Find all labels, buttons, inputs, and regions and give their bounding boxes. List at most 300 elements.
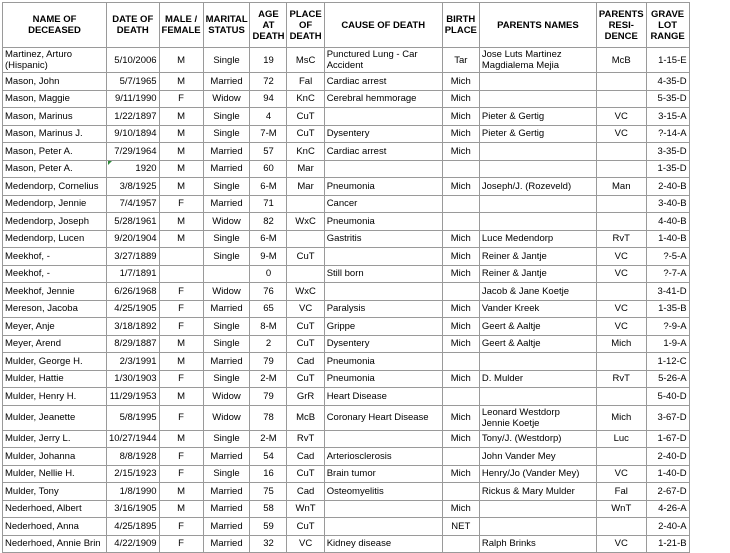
cell-sex: F <box>159 318 203 336</box>
cell-date: 5/7/1965 <box>107 73 160 91</box>
cell-date: 8/8/1928 <box>107 448 160 466</box>
cell-cause: Pneumonia <box>324 178 442 196</box>
cell-place: CuT <box>287 465 324 483</box>
table-row <box>3 160 690 178</box>
cell-birth: Mich <box>442 230 479 248</box>
cell-sex: F <box>159 370 203 388</box>
cell-marital: Married <box>203 160 250 178</box>
cell-cause: Still born <box>324 265 442 283</box>
cell-birth: Mich <box>442 430 479 448</box>
cell-name: Mason, Peter A. <box>3 143 107 161</box>
cell-residence: WnT <box>596 500 646 518</box>
header-place: PLACE OF DEATH <box>287 3 324 48</box>
cell-cause: Pneumonia <box>324 353 442 371</box>
records-sheet <box>2 2 690 553</box>
cell-parents-line2: Jennie Koetje <box>481 417 540 429</box>
cell-grave: 1-15-E <box>646 48 689 73</box>
cell-residence: VC <box>596 300 646 318</box>
cell-marital: Widow <box>203 405 250 430</box>
cell-date: 2/3/1991 <box>107 353 160 371</box>
table-row <box>3 73 690 91</box>
cell-residence: RvT <box>596 230 646 248</box>
cell-sex: F <box>159 283 203 301</box>
cell-grave: 1-21-B <box>646 535 689 553</box>
cell-cause: Arteriosclerosis <box>324 448 442 466</box>
cell-sex: M <box>159 160 203 178</box>
cell-cause <box>324 248 442 266</box>
cell-name: Medendorp, Lucen <box>3 230 107 248</box>
cell-age: 6-M <box>250 178 287 196</box>
cell-name: Medendorp, Jennie <box>3 195 107 213</box>
cell-name: Nederhoed, Anna <box>3 518 107 536</box>
cell-name: Mason, Peter A. <box>3 160 107 178</box>
header-birth: BIRTH PLACE <box>442 3 479 48</box>
table-row <box>3 48 690 73</box>
cell-parents: Pieter & Gertig <box>479 108 596 126</box>
cell-date: 7/29/1964 <box>107 143 160 161</box>
table-row <box>3 535 690 553</box>
cell-sex: M <box>159 335 203 353</box>
cell-date: 4/25/1895 <box>107 518 160 536</box>
table-row <box>3 143 690 161</box>
table-row <box>3 300 690 318</box>
cell-date: 2/15/1923 <box>107 465 160 483</box>
table-row <box>3 370 690 388</box>
cell-place <box>287 195 324 213</box>
cell-sex: M <box>159 213 203 231</box>
cell-parents <box>479 160 596 178</box>
cell-parents <box>479 213 596 231</box>
cell-place: Fal <box>287 73 324 91</box>
cell-parents: Luce Medendorp <box>479 230 596 248</box>
cell-marital: Single <box>203 108 250 126</box>
cell-marital: Single <box>203 370 250 388</box>
cell-sex: M <box>159 483 203 501</box>
table-row <box>3 448 690 466</box>
cell-age: 7-M <box>250 125 287 143</box>
cell-age: 72 <box>250 73 287 91</box>
cell-date: 5/28/1961 <box>107 213 160 231</box>
cell-parents: Henry/Jo (Vander Mey) <box>479 465 596 483</box>
cell-marital: Single <box>203 125 250 143</box>
cell-grave: 5-35-D <box>646 90 689 108</box>
cell-name: Medendorp, Cornelius <box>3 178 107 196</box>
cell-date: 4/22/1909 <box>107 535 160 553</box>
cell-parents <box>479 90 596 108</box>
cell-date: 1/22/1897 <box>107 108 160 126</box>
cell-cause <box>324 48 442 73</box>
cell-age: 82 <box>250 213 287 231</box>
cell-age: 58 <box>250 500 287 518</box>
cell-place: CuT <box>287 370 324 388</box>
cell-place: CuT <box>287 318 324 336</box>
table-row <box>3 108 690 126</box>
cell-cause: Cerebral hemmorage <box>324 90 442 108</box>
cell-grave: 3-40-B <box>646 195 689 213</box>
cell-sex: F <box>159 535 203 553</box>
header-name: NAME OF DECEASED <box>3 3 107 48</box>
cell-date: 1920 <box>107 160 160 178</box>
cell-birth <box>442 448 479 466</box>
cell-birth: Mich <box>442 465 479 483</box>
cell-name: Mulder, Nellie H. <box>3 465 107 483</box>
table-row <box>3 213 690 231</box>
cell-parents <box>479 48 596 73</box>
table-row <box>3 283 690 301</box>
cell-place: MsC <box>287 48 324 73</box>
cell-marital: Married <box>203 195 250 213</box>
cell-name: Mulder, Jerry L. <box>3 430 107 448</box>
cell-residence <box>596 448 646 466</box>
cell-grave: 2-40-B <box>646 178 689 196</box>
cell-age: 94 <box>250 90 287 108</box>
cell-marital <box>203 265 250 283</box>
cell-marital: Married <box>203 518 250 536</box>
cell-birth: Mich <box>442 143 479 161</box>
cell-grave: 1-35-D <box>646 160 689 178</box>
cell-parents <box>479 353 596 371</box>
cell-residence: Mich <box>596 335 646 353</box>
cell-date: 7/4/1957 <box>107 195 160 213</box>
cell-grave: ?-7-A <box>646 265 689 283</box>
cell-date: 1/7/1891 <box>107 265 160 283</box>
header-date: DATE OF DEATH <box>107 3 160 48</box>
cell-grave: 3-35-D <box>646 143 689 161</box>
cell-comment-marker <box>108 161 112 165</box>
cell-residence <box>596 518 646 536</box>
cell-sex: M <box>159 388 203 406</box>
cell-birth <box>442 283 479 301</box>
cell-name: Mason, Marinus <box>3 108 107 126</box>
cell-marital: Single <box>203 318 250 336</box>
cell-birth: Mich <box>442 108 479 126</box>
table-row <box>3 518 690 536</box>
cell-grave: 5-26-A <box>646 370 689 388</box>
cell-grave: 1-40-D <box>646 465 689 483</box>
cell-cause-line2: Accident <box>326 60 364 71</box>
cell-birth: Mich <box>442 178 479 196</box>
cell-grave: 1-40-B <box>646 230 689 248</box>
cell-date: 3/8/1925 <box>107 178 160 196</box>
cell-residence: VC <box>596 248 646 266</box>
cell-sex <box>159 248 203 266</box>
cell-grave: 1-9-A <box>646 335 689 353</box>
table-row <box>3 230 690 248</box>
cell-grave: 2-67-D <box>646 483 689 501</box>
cell-sex: F <box>159 465 203 483</box>
cell-date: 5/8/1995 <box>107 405 160 430</box>
cell-birth <box>442 388 479 406</box>
cell-cause: Osteomyelitis <box>324 483 442 501</box>
cell-name: Mulder, George H. <box>3 353 107 371</box>
cell-residence <box>596 90 646 108</box>
cell-marital: Widow <box>203 283 250 301</box>
cell-age: 9-M <box>250 248 287 266</box>
cell-birth <box>442 353 479 371</box>
cell-sex: M <box>159 353 203 371</box>
cell-name: Nederhoed, Albert <box>3 500 107 518</box>
header-row <box>3 3 690 48</box>
cell-residence: McB <box>596 48 646 73</box>
cell-place: WxC <box>287 283 324 301</box>
cell-name: Nederhoed, Annie Brin <box>3 535 107 553</box>
cell-parents: Vander Kreek <box>479 300 596 318</box>
cell-marital: Single <box>203 178 250 196</box>
cell-grave: 1-35-B <box>646 300 689 318</box>
table-row <box>3 500 690 518</box>
cell-residence: VC <box>596 318 646 336</box>
cell-age: 8-M <box>250 318 287 336</box>
cell-birth: Mich <box>442 500 479 518</box>
cell-sex: M <box>159 143 203 161</box>
cell-grave: ?-14-A <box>646 125 689 143</box>
cell-place: Cad <box>287 353 324 371</box>
cell-residence: RvT <box>596 370 646 388</box>
cell-sex: F <box>159 90 203 108</box>
cell-cause <box>324 108 442 126</box>
cell-parents <box>479 405 596 430</box>
header-sex: MALE / FEMALE <box>159 3 203 48</box>
header-parents: PARENTS NAMES <box>479 3 596 48</box>
cell-date: 3/16/1905 <box>107 500 160 518</box>
cell-name: Mulder, Henry H. <box>3 388 107 406</box>
table-row <box>3 125 690 143</box>
cell-date: 9/10/1894 <box>107 125 160 143</box>
cell-grave: 2-40-D <box>646 448 689 466</box>
cell-age: 76 <box>250 283 287 301</box>
cell-sex: M <box>159 430 203 448</box>
cell-cause <box>324 500 442 518</box>
cell-name: Meekhof, - <box>3 248 107 266</box>
cell-place: KnC <box>287 90 324 108</box>
cell-date: 8/29/1887 <box>107 335 160 353</box>
cell-parents <box>479 73 596 91</box>
cell-residence <box>596 160 646 178</box>
cell-residence: Man <box>596 178 646 196</box>
cell-age: 79 <box>250 353 287 371</box>
cell-marital: Single <box>203 248 250 266</box>
cell-residence: Mich <box>596 405 646 430</box>
cell-marital: Single <box>203 335 250 353</box>
cell-birth: Mich <box>442 90 479 108</box>
cell-sex: M <box>159 178 203 196</box>
cell-birth: Mich <box>442 300 479 318</box>
cell-cause <box>324 518 442 536</box>
cell-date: 3/18/1892 <box>107 318 160 336</box>
header-grave: GRAVE LOT RANGE <box>646 3 689 48</box>
cell-age: 71 <box>250 195 287 213</box>
cell-cause <box>324 430 442 448</box>
cell-date: 10/27/1944 <box>107 430 160 448</box>
cell-place: Cad <box>287 448 324 466</box>
cell-parents-line1: Jose Luts Martinez <box>481 49 562 60</box>
cell-place: CuT <box>287 108 324 126</box>
cell-marital: Married <box>203 353 250 371</box>
cell-place: CuT <box>287 518 324 536</box>
table-row <box>3 318 690 336</box>
cell-name: Mulder, Johanna <box>3 448 107 466</box>
cell-place: McB <box>287 405 324 430</box>
cell-age: 19 <box>250 48 287 73</box>
table-row <box>3 405 690 430</box>
cell-age: 60 <box>250 160 287 178</box>
cell-marital: Married <box>203 73 250 91</box>
cell-name: Meyer, Arend <box>3 335 107 353</box>
cell-parents: Joseph/J. (Rozeveld) <box>479 178 596 196</box>
cell-parents: Reiner & Jantje <box>479 265 596 283</box>
cell-sex: M <box>159 108 203 126</box>
cell-birth: NET <box>442 518 479 536</box>
cell-cause-line1: Punctured Lung - Car <box>326 49 418 60</box>
cell-cause: Pneumonia <box>324 213 442 231</box>
table-row <box>3 430 690 448</box>
cell-place: CuT <box>287 335 324 353</box>
cell-name: Mereson, Jacoba <box>3 300 107 318</box>
cell-marital: Single <box>203 230 250 248</box>
cell-marital: Widow <box>203 90 250 108</box>
cell-place: CuT <box>287 125 324 143</box>
cell-birth <box>442 195 479 213</box>
cell-age: 0 <box>250 265 287 283</box>
records-body <box>3 48 690 553</box>
cell-cause: Heart Disease <box>324 388 442 406</box>
cell-place: Mar <box>287 160 324 178</box>
cell-date: 6/26/1968 <box>107 283 160 301</box>
cell-cause: Cardiac arrest <box>324 73 442 91</box>
cell-date: 5/10/2006 <box>107 48 160 73</box>
cell-name-line1: Martinez, Arturo <box>5 49 73 60</box>
cell-cause: Dysentery <box>324 125 442 143</box>
cell-grave: 4-35-D <box>646 73 689 91</box>
cell-name: Mulder, Hattie <box>3 370 107 388</box>
cell-sex: M <box>159 125 203 143</box>
cell-place: WnT <box>287 500 324 518</box>
cell-place: RvT <box>287 430 324 448</box>
cell-place: VC <box>287 535 324 553</box>
cell-parents <box>479 143 596 161</box>
cell-parents-line1: Leonard Westdorp <box>481 406 560 418</box>
cell-marital: Single <box>203 48 250 73</box>
header-age: AGE AT DEATH <box>250 3 287 48</box>
cell-birth: Mich <box>442 265 479 283</box>
cell-cause: Coronary Heart Disease <box>324 405 442 430</box>
cell-parents: Jacob & Jane Koetje <box>479 283 596 301</box>
cell-name: Mason, John <box>3 73 107 91</box>
cell-cause: Grippe <box>324 318 442 336</box>
cell-marital: Married <box>203 448 250 466</box>
cell-cause: Gastritis <box>324 230 442 248</box>
cell-residence <box>596 213 646 231</box>
header-cause: CAUSE OF DEATH <box>324 3 442 48</box>
cell-residence: VC <box>596 265 646 283</box>
cell-birth <box>442 535 479 553</box>
header-residence: PARENTS RESI-DENCE <box>596 3 646 48</box>
cell-name: Mason, Maggie <box>3 90 107 108</box>
cell-age: 75 <box>250 483 287 501</box>
cell-place: WxC <box>287 213 324 231</box>
table-row <box>3 353 690 371</box>
cell-name: Mulder, Jeanette <box>3 405 107 430</box>
cell-name: Mason, Marinus J. <box>3 125 107 143</box>
cell-grave: 3-15-A <box>646 108 689 126</box>
cell-residence <box>596 73 646 91</box>
cell-name: Meekhof, - <box>3 265 107 283</box>
cell-parents: John Vander Mey <box>479 448 596 466</box>
cell-parents: Pieter & Gertig <box>479 125 596 143</box>
cell-sex <box>159 265 203 283</box>
cell-name-line2: (Hispanic) <box>5 60 48 71</box>
table-row <box>3 195 690 213</box>
cell-grave: 1-12-C <box>646 353 689 371</box>
cell-residence <box>596 353 646 371</box>
cell-cause: Cardiac arrest <box>324 143 442 161</box>
table-row <box>3 388 690 406</box>
cell-marital: Widow <box>203 388 250 406</box>
cell-age: 32 <box>250 535 287 553</box>
cell-name: Meyer, Anje <box>3 318 107 336</box>
cell-birth: Mich <box>442 370 479 388</box>
cell-marital: Married <box>203 300 250 318</box>
cell-residence: Luc <box>596 430 646 448</box>
cell-cause: Kidney disease <box>324 535 442 553</box>
cell-age: 79 <box>250 388 287 406</box>
cell-parents: Rickus & Mary Mulder <box>479 483 596 501</box>
cell-date: 1/30/1903 <box>107 370 160 388</box>
cell-sex: M <box>159 500 203 518</box>
cell-birth: Mich <box>442 335 479 353</box>
cell-marital: Married <box>203 500 250 518</box>
cell-grave: 4-26-A <box>646 500 689 518</box>
cell-sex: M <box>159 48 203 73</box>
cell-sex: F <box>159 448 203 466</box>
cell-grave: ?-9-A <box>646 318 689 336</box>
cell-age: 59 <box>250 518 287 536</box>
cell-residence <box>596 283 646 301</box>
cell-residence: VC <box>596 108 646 126</box>
cell-grave: 3-41-D <box>646 283 689 301</box>
cell-cause <box>324 160 442 178</box>
cell-age: 78 <box>250 405 287 430</box>
cell-birth: Mich <box>442 73 479 91</box>
cell-marital: Single <box>203 465 250 483</box>
death-records-table <box>2 2 690 553</box>
cell-marital: Single <box>203 430 250 448</box>
cell-sex: F <box>159 300 203 318</box>
cell-place: VC <box>287 300 324 318</box>
cell-grave: 5-40-D <box>646 388 689 406</box>
cell-age: 54 <box>250 448 287 466</box>
cell-date: 11/29/1953 <box>107 388 160 406</box>
cell-date: 4/25/1905 <box>107 300 160 318</box>
table-row <box>3 265 690 283</box>
cell-place: GrR <box>287 388 324 406</box>
cell-parents <box>479 388 596 406</box>
cell-residence: VC <box>596 465 646 483</box>
cell-cause: Cancer <box>324 195 442 213</box>
cell-birth <box>442 483 479 501</box>
cell-sex: F <box>159 405 203 430</box>
cell-sex: M <box>159 73 203 91</box>
cell-parents: Ralph Brinks <box>479 535 596 553</box>
cell-age: 65 <box>250 300 287 318</box>
cell-age: 2 <box>250 335 287 353</box>
cell-sex: F <box>159 518 203 536</box>
cell-parents <box>479 500 596 518</box>
cell-cause: Brain tumor <box>324 465 442 483</box>
cell-marital: Married <box>203 535 250 553</box>
table-row <box>3 465 690 483</box>
cell-sex: F <box>159 195 203 213</box>
